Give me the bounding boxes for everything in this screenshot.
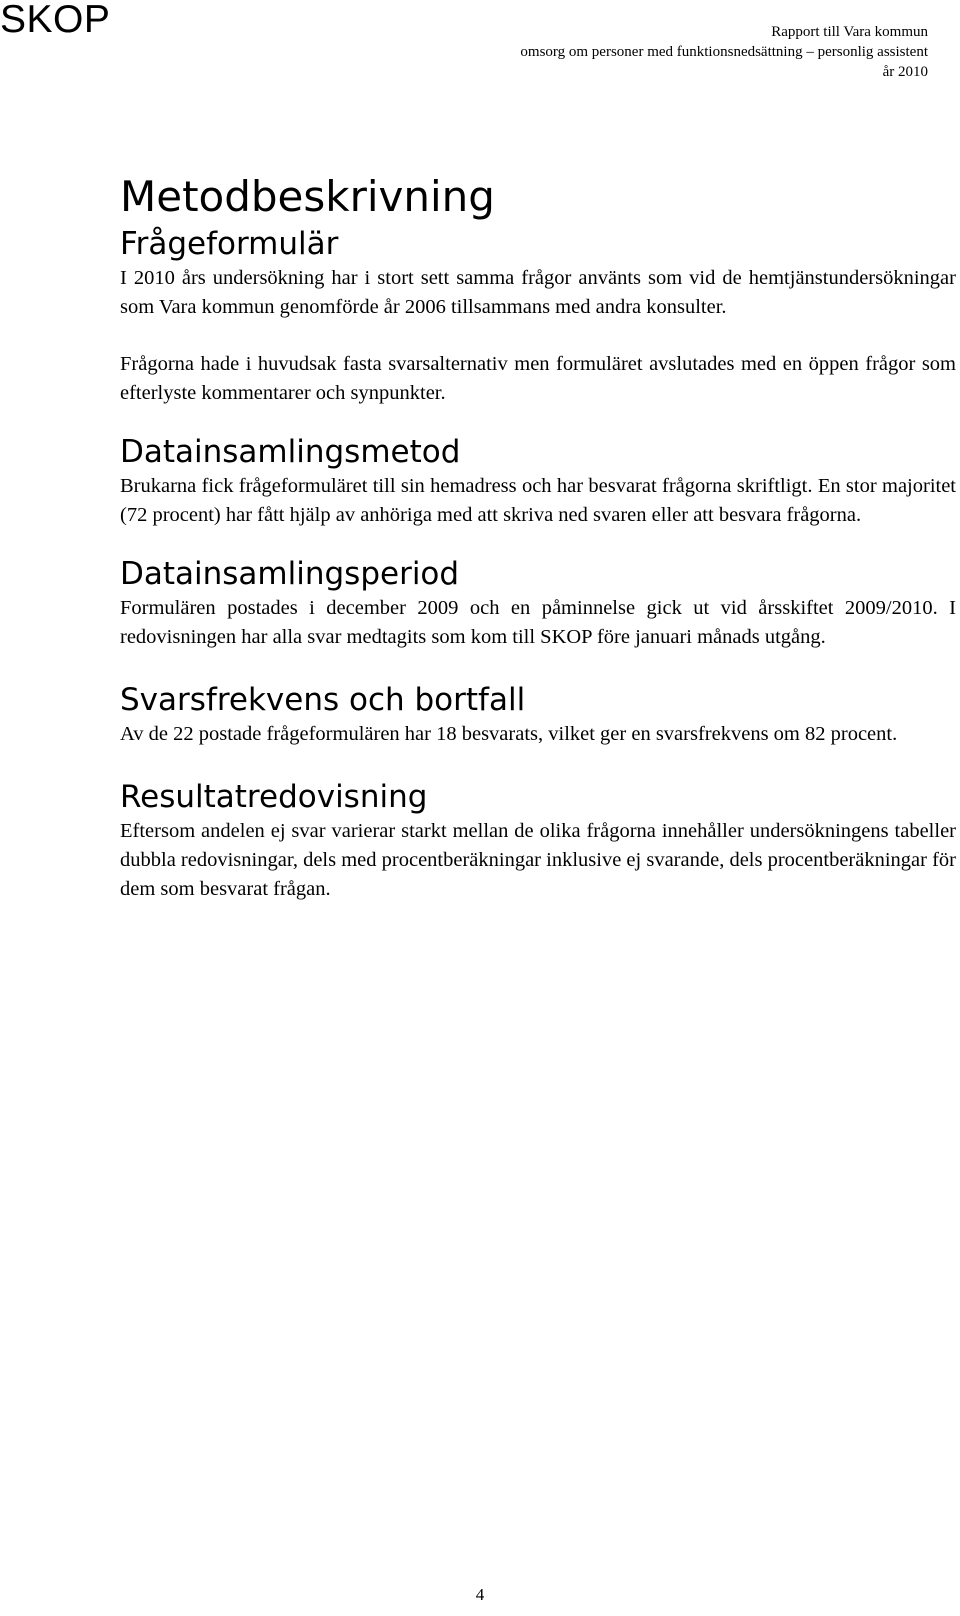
page-number: 4 — [475, 1585, 485, 1604]
section-heading-svarsfrekvens: Svarsfrekvens och bortfall — [120, 682, 526, 718]
header-line-subject: omsorg om personer med funktionsnedsättning – personlig assistent — [520, 44, 928, 60]
header-line-year: år 2010 — [882, 64, 928, 80]
section-heading-frageformular: Frågeformulär — [120, 226, 339, 262]
paragraph: Eftersom andelen ej svar varierar starkt mellan de olika frågorna innehåller undersökningens tabeller dubbla redovisningar, dels med procentberäkningar inklusive ej svarande, dels procentberäkningar för dem som besvarat frågan. — [120, 820, 956, 900]
paragraph: I 2010 års undersökning har i stort sett samma frågor använts som vid de hemtjänstundersökningar som Vara kommun genomförde år 2006 tillsammans med andra konsulter. — [120, 267, 956, 318]
page-title: Metodbeskrivning — [120, 172, 495, 221]
report-header — [520, 22, 928, 82]
section-heading-datainsamlingsperiod: Datainsamlingsperiod — [120, 556, 460, 592]
section-heading-datainsamlingsmetod: Datainsamlingsmetod — [120, 434, 461, 470]
paragraph: Formulären postades i december 2009 och en påminnelse gick ut vid årsskiftet 2009/2010. I redovisningen har alla svar medtagits som kom till SKOP före januari månads utgång. — [120, 597, 956, 648]
paragraph: Frågorna hade i huvudsak fasta svarsalternativ men formuläret avslutades med en öppen frågor som efterlyste kommentarer och synpunkter. — [120, 353, 956, 404]
paragraph: Brukarna fick frågeformuläret till sin hemadress och har besvarat frågorna skriftligt. En stor majoritet (72 procent) har fått hjälp av anhöriga med att skriva ned svaren eller att besvara frågorna. — [120, 475, 956, 526]
paragraph: Av de 22 postade frågeformulären har 18 besvarats, vilket ger en svarsfrekvens om 82 procent. — [120, 723, 898, 745]
document-body — [120, 170, 956, 904]
section-heading-resultatredovisning: Resultatredovisning — [120, 779, 428, 815]
skop-logo: SKOP — [0, 0, 111, 41]
header-line-report-to: Rapport till Vara kommun — [771, 24, 928, 40]
